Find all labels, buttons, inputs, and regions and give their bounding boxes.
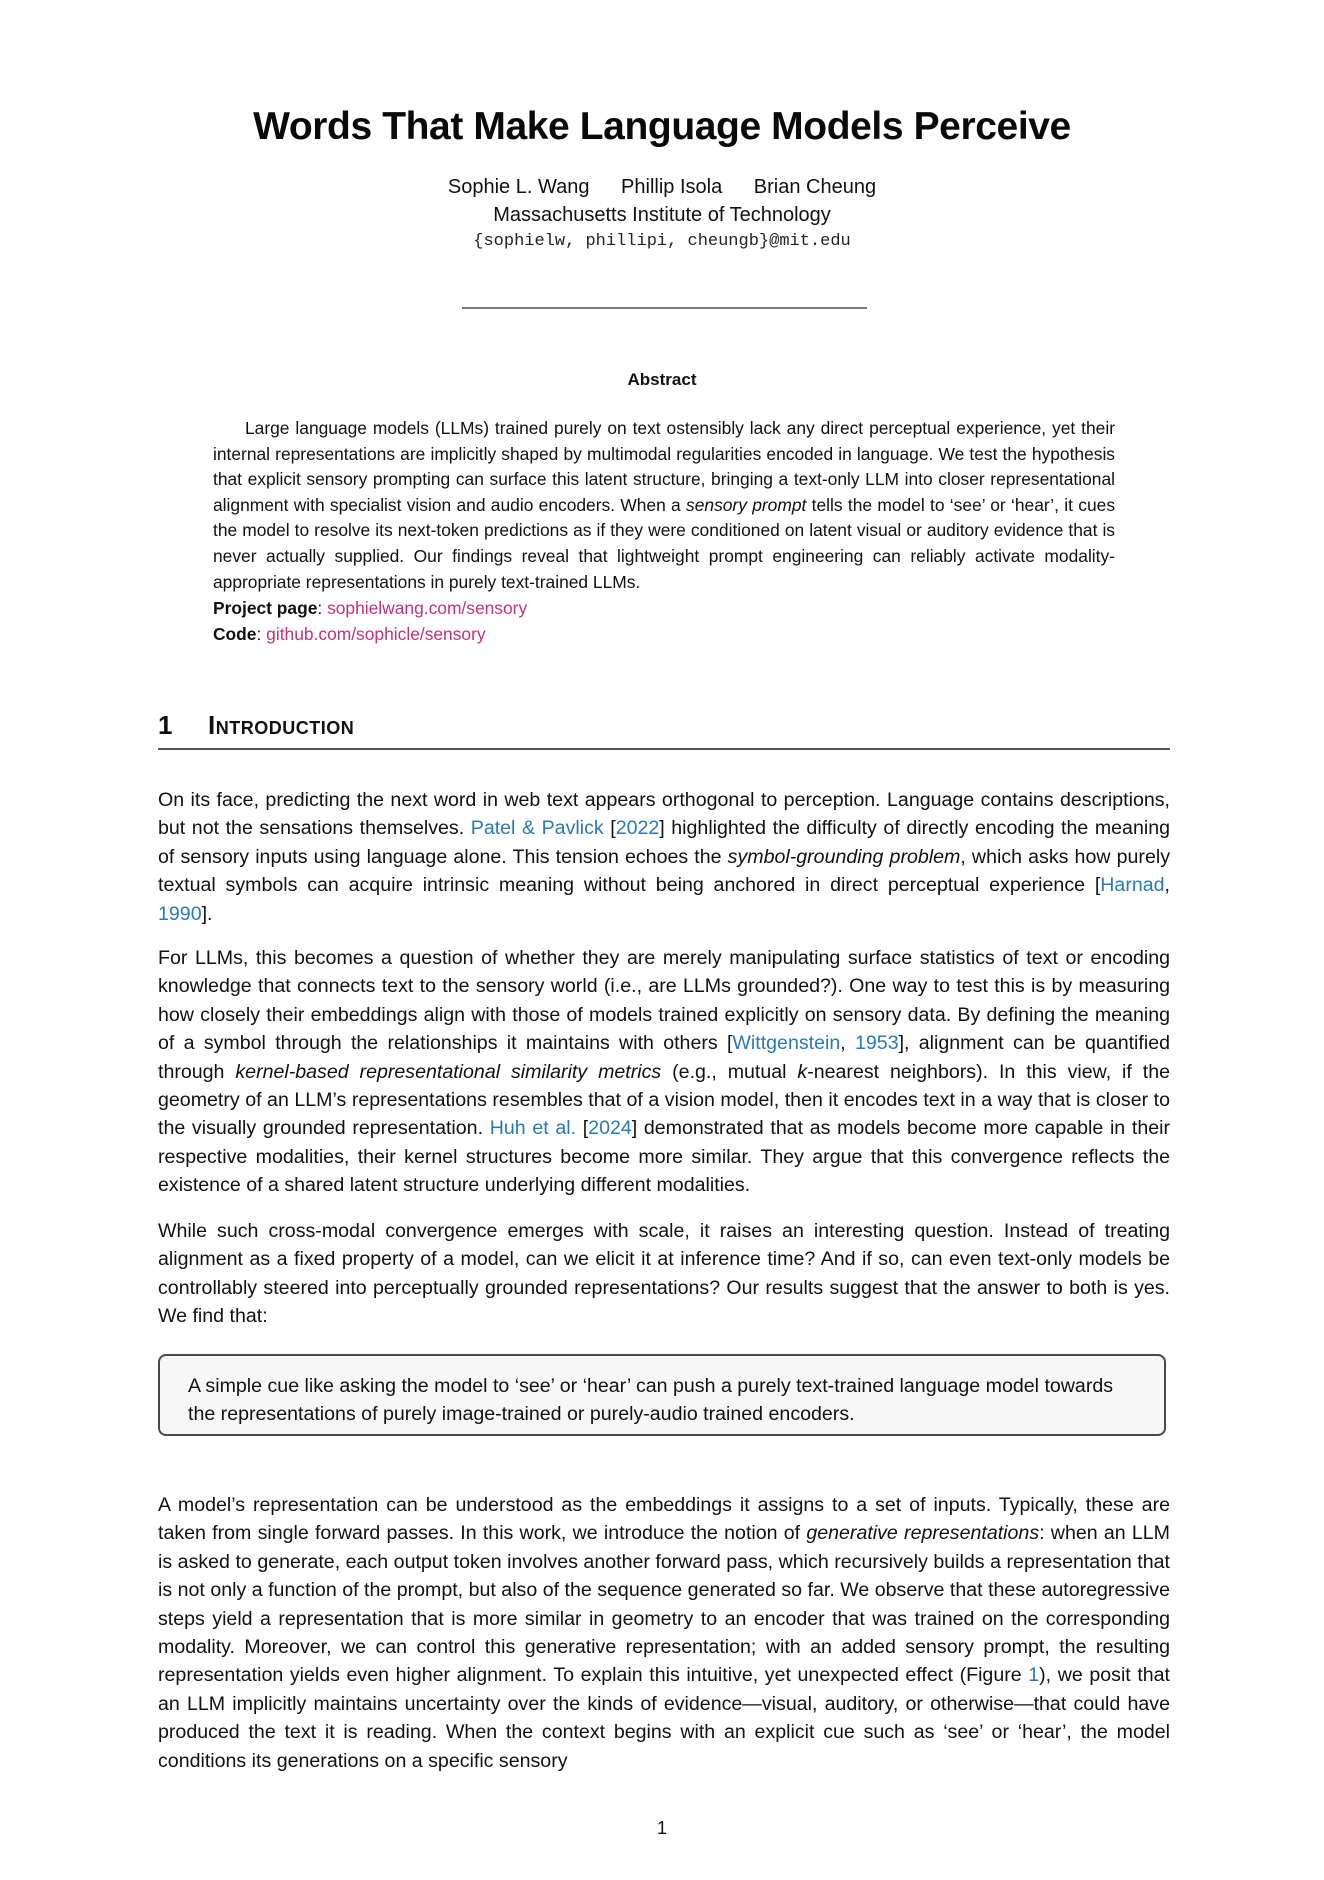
section-title: Introduction [208, 710, 355, 740]
citation-year-link[interactable]: 1990 [158, 902, 202, 925]
figure-ref-link[interactable]: 1 [1028, 1664, 1040, 1687]
author-name: Phillip Isola [621, 176, 723, 198]
emphasis: generative representations [806, 1522, 1040, 1545]
author-list [0, 176, 1324, 199]
project-page-line: Project page: sophielwang.com/sensory [213, 598, 528, 618]
intro-paragraph-2 [158, 944, 1170, 1200]
section-heading [158, 710, 354, 741]
abstract-emphasis: sensory prompt [686, 494, 807, 515]
section-rule [158, 748, 1170, 750]
text: On its face, predicting the next word in web text appears orthogonal to perception. Language contains descriptions, but not the sensations themselves. [158, 789, 1170, 840]
citation-year-link[interactable]: 2022 [615, 817, 660, 840]
text: (e.g., mutual [661, 1060, 798, 1083]
text: , which asks how purely textual symbols can acquire intrinsic meaning without being anchored in direct perceptual experience [ [158, 845, 1171, 897]
text: , [840, 1032, 855, 1055]
citation-year-link[interactable]: 1953 [855, 1032, 899, 1055]
text: For LLMs, this becomes a question of whether they are merely manipulating surface statistics of text or encoding knowledge that connects text to the sensory world (i.e., are LLMs grounded?). One way to test this is by measuring how closely their embeddings align with those of models trained explicitly on sensory data. By defining the meaning of a symbol through the relationships it maintains with others [ [158, 947, 1170, 1055]
author-name: Brian Cheung [753, 176, 877, 198]
abstract-text [213, 416, 1115, 595]
emphasis: kernel-based representational similarity metrics [235, 1060, 662, 1083]
intro-paragraph-4 [158, 1491, 1170, 1775]
abstract-links [213, 596, 527, 647]
page-number: 1 [656, 1818, 667, 1838]
text: , [1164, 874, 1170, 897]
text: [ [576, 1117, 589, 1140]
affiliation: Massachusetts Institute of Technology [493, 204, 831, 226]
emphasis: symbol-grounding problem [727, 845, 961, 868]
citation-link[interactable]: Huh et al. [489, 1117, 577, 1140]
emphasis: k [797, 1060, 808, 1083]
text: ), we posit that an LLM implicitly maintains uncertainty over the kinds of evidence—visual, auditory, or otherwise—that could have produced the text it is reading. When the context begins with an explicit cue such as ‘see’ or ‘hear’, the model conditions its generations on a specific sensory [158, 1664, 1171, 1772]
section-number: 1 [158, 710, 173, 740]
project-page-label: Project page [213, 598, 318, 618]
text: [ [603, 817, 616, 840]
code-line: Code: github.com/sophicle/sensory [213, 623, 486, 644]
author-name: Sophie L. Wang [447, 176, 590, 198]
intro-paragraph-1 [158, 786, 1170, 928]
text: -nearest neighbors). In this view, if the geometry of an LLM’s representations resembles that of a vision model, then it encodes text in a way that is closer to the visually grounded representation. [158, 1060, 1171, 1140]
abstract-text-part: Large language models (LLMs) trained purely on text ostensibly lack any direct perceptual experience, yet their internal representations are implicitly shaped by multimodal regularities encoded in language. We test the hypothesis that explicit sensory prompting can surface this latent structure, bringing a text-only LLM into closer representational alignment with specialist vision and audio encoders. When a [213, 418, 1115, 515]
intro-paragraph-3: While such cross-modal convergence emerges with scale, it raises an interesting question. Instead of treating alignment as a fixed property of a model, can we elicit it at inference time? And if so, can even text-only models be controllably steered into perceptually grounded representations? Our results suggest that the answer to both is yes. We find that: [158, 1220, 1170, 1328]
citation-link[interactable]: Patel & Pavlick [470, 817, 604, 840]
author-emails: {sophielw, phillipi, cheungb}@mit.edu [473, 232, 851, 251]
text: A model’s representation can be understood as the embeddings it assigns to a set of inputs. Typically, these are taken from single forward passes. In this work, we introduce the notion of [158, 1494, 1170, 1545]
code-link[interactable]: github.com/sophicle/sensory [266, 623, 486, 644]
citation-link[interactable]: Harnad [1100, 874, 1165, 897]
citation-year-link[interactable]: 2024 [588, 1117, 632, 1140]
abstract-heading: Abstract [627, 370, 697, 389]
text: ]. [201, 902, 213, 925]
text: ] demonstrated that as models become more capable in their respective modalities, their kernel structures become more similar. They argue that this convergence reflects the existence of a shared latent structure underlying different modalities. [158, 1117, 1170, 1197]
code-label: Code [213, 623, 257, 644]
citation-link[interactable]: Wittgenstein [732, 1032, 841, 1055]
project-page-link[interactable]: sophielwang.com/sensory [327, 598, 528, 618]
paper-title: Words That Make Language Models Perceive [253, 105, 1071, 148]
title-divider [462, 307, 867, 309]
text: : when an LLM is asked to generate, each output token involves another forward pass, which recursively builds a representation that is not only a function of the prompt, but also of the sequence generated so far. We observe that these autoregressive steps yield a representation that is more similar in geometry to an encoder that was trained on the corresponding modality. Moreover, we can control this generative representation; with an added sensory prompt, the resulting representation yields even higher alignment. To explain this intuitive, yet unexpected effect (Figure [158, 1522, 1170, 1687]
key-finding-box: A simple cue like asking the model to ‘see’ or ‘hear’ can push a purely text-trained language model towards the representations of purely image-trained or purely-audio trained encoders. [158, 1354, 1166, 1436]
text: ], alignment can be quantified through [158, 1032, 1171, 1083]
text: ] highlighted the difficulty of directly encoding the meaning of sensory inputs using language alone. This tension echoes the [158, 817, 1171, 868]
abstract-text-part: tells the model to ‘see’ or ‘hear’, it cues the model to resolve its next-token predictions as if they were conditioned on latent visual or auditory evidence that is never actually supplied. Our findings reveal that lightweight prompt engineering can reliably activate modality-appropriate representations in purely text-trained LLMs. [213, 494, 1116, 592]
